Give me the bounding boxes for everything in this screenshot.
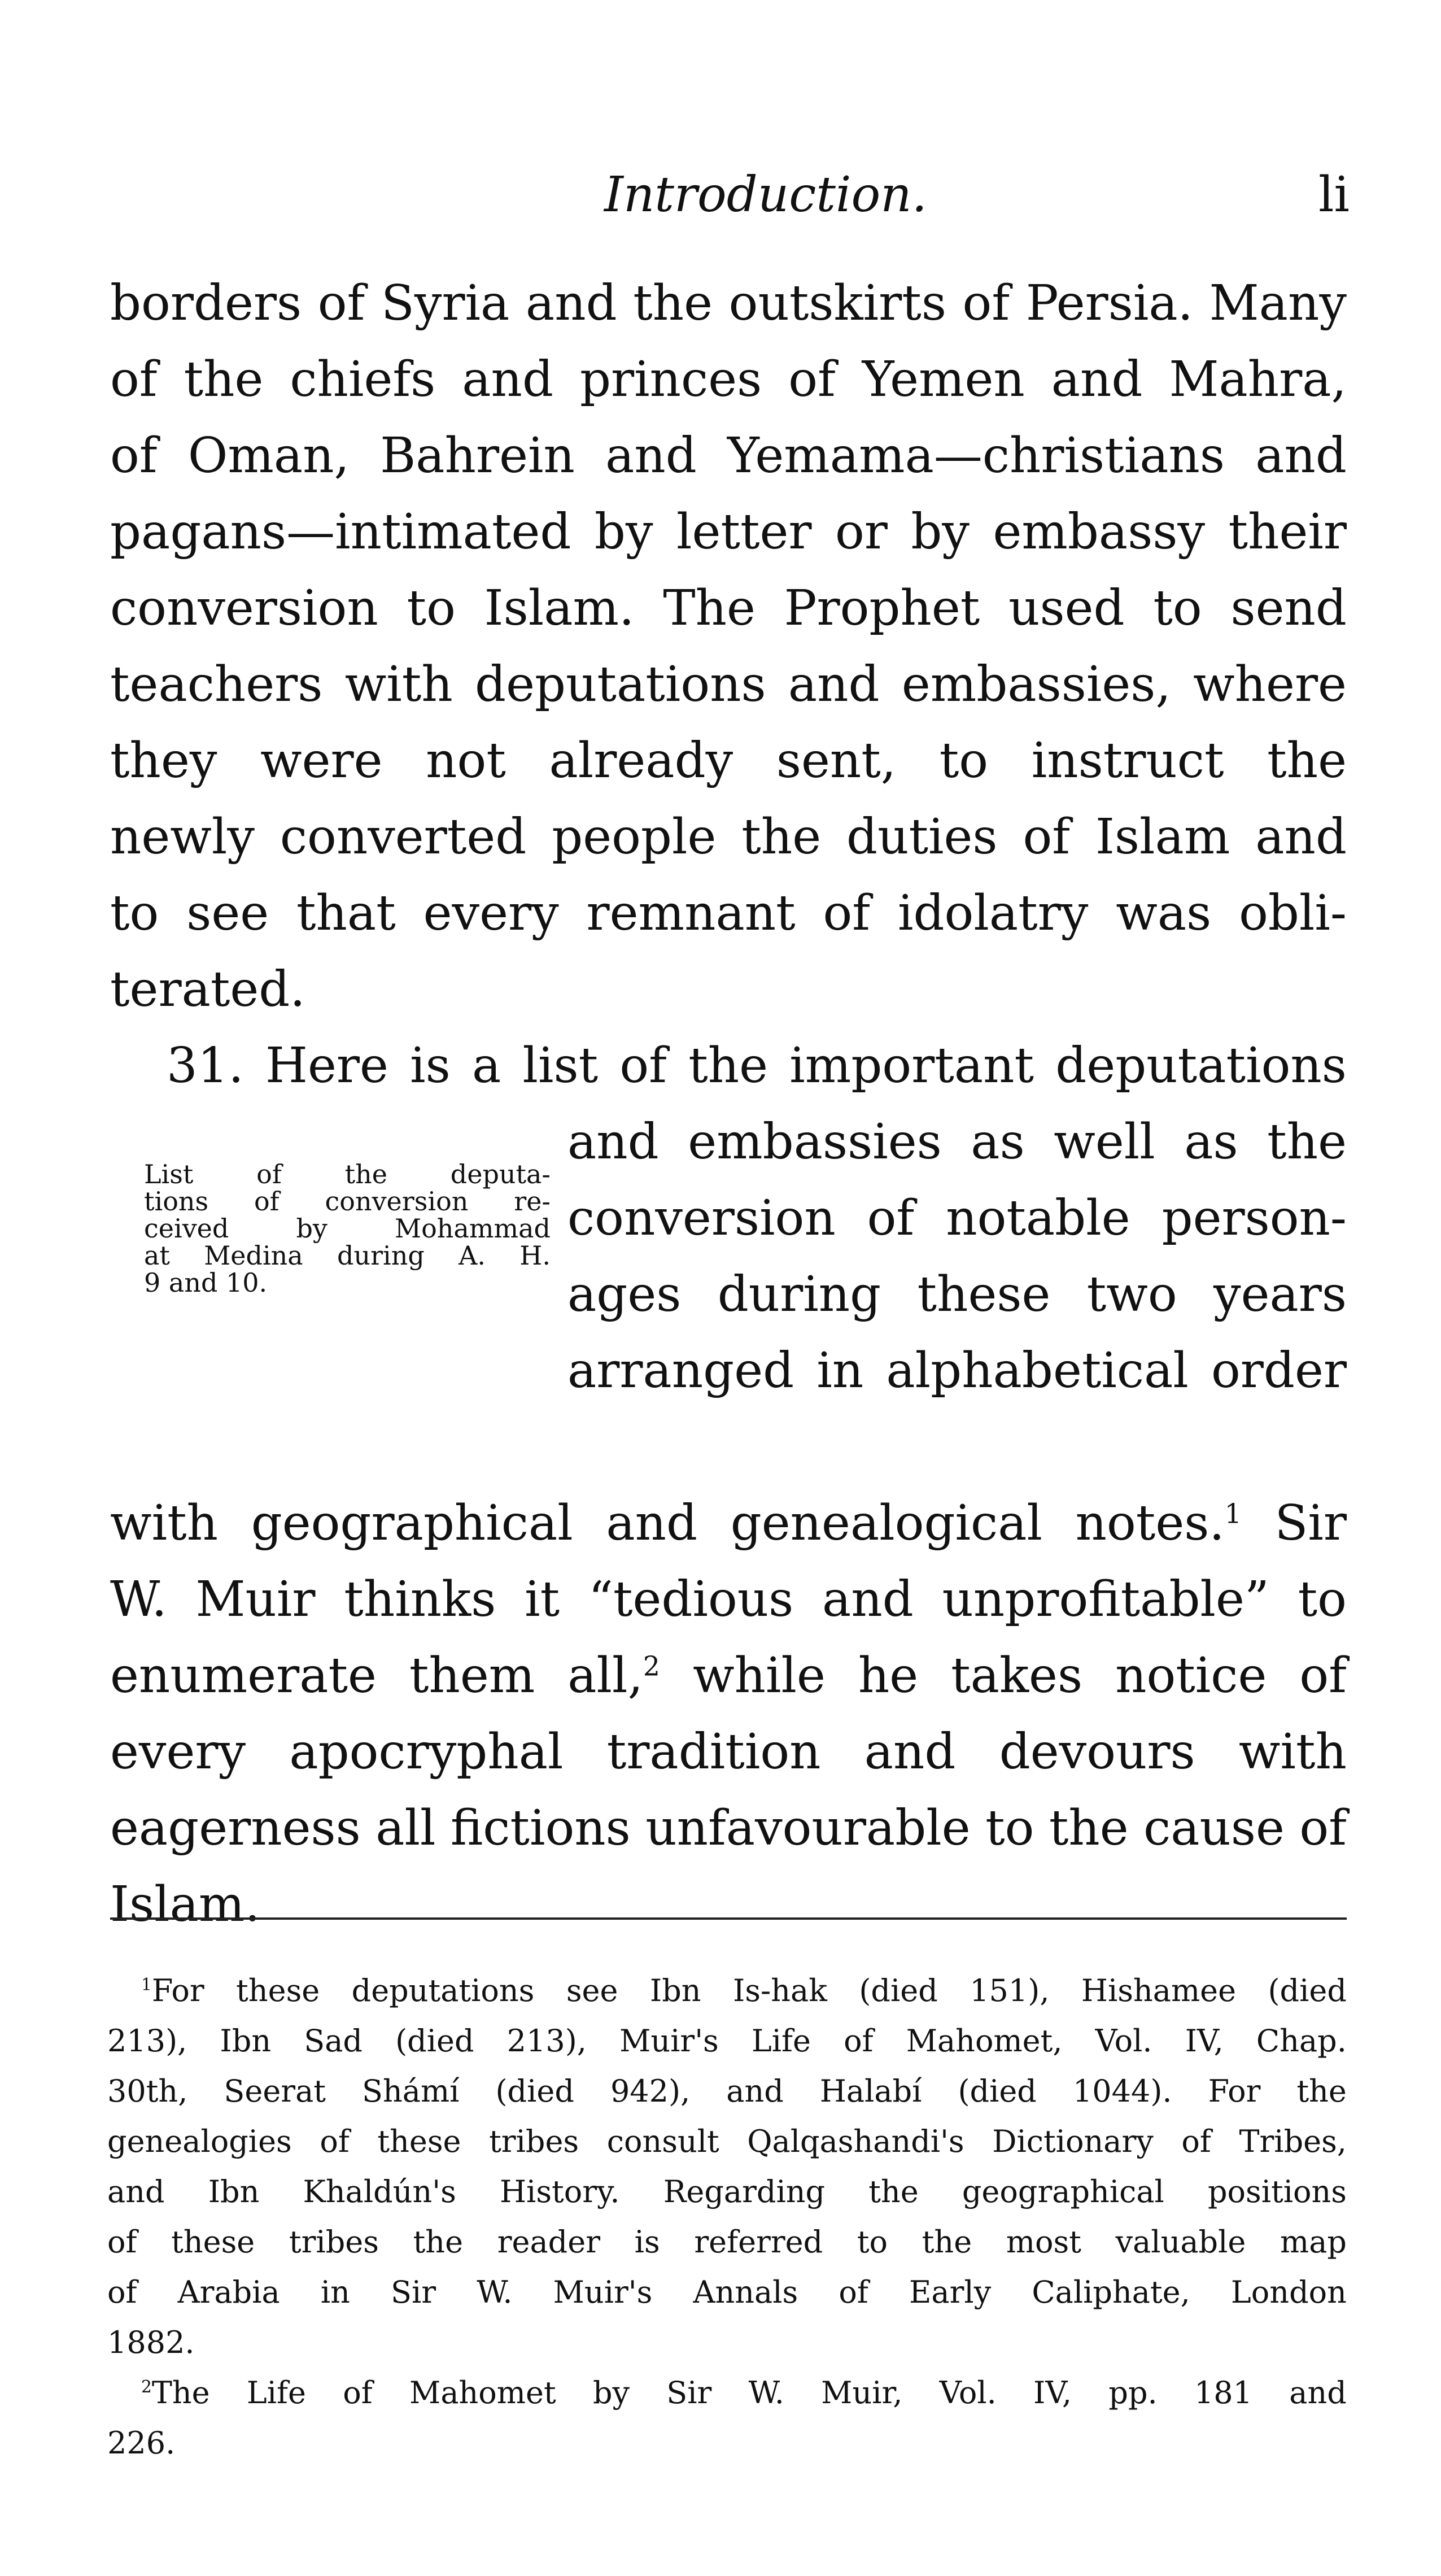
word: Vol. <box>1095 2023 1152 2059</box>
indented-line <box>567 1104 1347 1180</box>
word: list <box>522 1038 599 1094</box>
paragraph-2-first-line <box>110 1028 1347 1104</box>
word: and <box>822 1571 914 1628</box>
word: of <box>110 428 158 484</box>
word: 31. <box>167 1038 244 1094</box>
word: the <box>868 2174 919 2209</box>
word: see <box>186 885 269 942</box>
word: the <box>1267 1114 1347 1170</box>
word: Tribes, <box>1239 2124 1347 2159</box>
word: fictions <box>450 1800 631 1856</box>
word: and <box>1051 351 1143 408</box>
word: of <box>867 1190 915 1246</box>
word: them <box>409 1647 535 1704</box>
word: Islam <box>1095 809 1230 865</box>
word: conversion <box>110 580 378 637</box>
word: Life <box>246 2375 306 2411</box>
footnote-line <box>107 2217 1347 2267</box>
text-line-all <box>110 1638 1347 1714</box>
word: IV, <box>1033 2375 1072 2411</box>
text-line <box>110 570 1347 647</box>
footnote-2-first-line <box>107 2368 1347 2418</box>
text-line <box>110 1562 1347 1638</box>
word: deputations <box>1055 1038 1347 1094</box>
word: instruct <box>1031 733 1224 789</box>
paragraph-1 <box>110 265 1347 1028</box>
word: Mahomet, <box>906 2023 1063 2059</box>
word: Is-hak <box>732 1973 827 2008</box>
word: Muir's <box>619 2023 719 2059</box>
word: sent, <box>776 733 897 789</box>
footnote-line <box>107 2167 1347 2217</box>
word: geographical <box>251 1495 573 1551</box>
word: $^1$For <box>141 1973 204 2008</box>
word: is <box>634 2224 660 2260</box>
word: of <box>788 351 836 408</box>
word: of <box>619 1038 667 1094</box>
word: of <box>839 2274 868 2310</box>
word: not <box>426 733 506 789</box>
word: Vol. <box>939 2375 997 2411</box>
word: to <box>1298 1571 1347 1628</box>
word: of <box>254 1186 280 1217</box>
word: Annals <box>693 2274 798 2310</box>
word: to <box>110 885 159 942</box>
word: pp. <box>1108 2375 1158 2411</box>
word: genealogies <box>107 2124 292 2159</box>
word: deputations <box>475 656 766 713</box>
word: Muir, <box>821 2375 903 2411</box>
word-with-footnote-ref: all,$^2$ <box>567 1647 660 1704</box>
paragraph-1-last-line: terated. <box>110 961 305 1018</box>
word: while <box>692 1647 826 1704</box>
word: Yemama—christians <box>727 428 1225 484</box>
word: takes <box>951 1647 1083 1704</box>
word: with <box>344 656 453 713</box>
word: of <box>1023 809 1071 865</box>
word: a <box>471 1038 501 1094</box>
word: tribes <box>489 2124 579 2159</box>
word: by <box>911 504 970 560</box>
text-line <box>110 265 1347 342</box>
word: 30th, <box>107 2073 188 2109</box>
word: W. <box>748 2375 784 2411</box>
word: the <box>922 2224 972 2260</box>
footnote-2 <box>107 2368 1347 2468</box>
word: well <box>1054 1114 1155 1170</box>
indented-line <box>567 1257 1347 1333</box>
word: and <box>1255 428 1347 484</box>
word: geographical <box>962 2174 1164 2209</box>
word: embassy <box>993 504 1206 560</box>
word: Ibn <box>649 1973 701 2008</box>
word: converted <box>280 809 527 865</box>
word: the <box>184 351 264 408</box>
word: of <box>110 351 158 408</box>
word: Persia. <box>1025 275 1194 332</box>
word: in <box>320 2274 350 2310</box>
word: all <box>375 1800 436 1856</box>
word: used <box>1008 580 1125 637</box>
word: embassies, <box>901 656 1171 713</box>
word: teachers <box>110 656 323 713</box>
word: and <box>788 656 880 713</box>
word: the <box>1296 2073 1347 2109</box>
word: newly <box>110 809 255 865</box>
sidenote-line <box>144 1242 551 1269</box>
word: and <box>726 2073 784 2109</box>
word: of <box>1299 1647 1347 1704</box>
word: in <box>816 1343 864 1399</box>
word: Dictionary <box>992 2124 1154 2159</box>
word: Mahomet <box>409 2375 556 2411</box>
word: these <box>236 1973 320 2008</box>
word: to <box>407 580 456 637</box>
body-text <box>110 265 1347 1943</box>
word: Mahra, <box>1169 351 1347 408</box>
word: unfavourable <box>645 1800 971 1856</box>
word: Mohammad <box>395 1213 551 1244</box>
word: the <box>1267 733 1347 789</box>
word: Chap. <box>1256 2023 1347 2059</box>
word: (died <box>859 1973 938 2008</box>
word: they <box>110 733 217 789</box>
word: and <box>1255 809 1347 865</box>
word: W. <box>110 1571 167 1628</box>
word: with <box>110 1495 219 1551</box>
word: Arabia <box>177 2274 280 2310</box>
word: these <box>917 1266 1051 1323</box>
word: or <box>835 504 888 560</box>
margin-sidenote <box>144 1161 551 1296</box>
word: conversion <box>567 1190 836 1246</box>
word: eagerness <box>110 1800 361 1856</box>
word: every <box>423 885 559 942</box>
word: thinks <box>344 1571 496 1628</box>
word: W. <box>477 2274 513 2310</box>
word: Islam. <box>484 580 635 637</box>
word: that <box>296 885 396 942</box>
sidenote-block <box>110 1104 1347 1485</box>
word: Sir <box>391 2274 436 2310</box>
word: Many <box>1209 275 1347 332</box>
word: map <box>1280 2224 1347 2260</box>
word: positions <box>1207 2174 1347 2209</box>
word: Life <box>751 2023 811 2059</box>
word: to <box>939 733 989 789</box>
word: Early <box>909 2274 992 2310</box>
word: to <box>1153 580 1202 637</box>
word: with <box>1238 1724 1347 1780</box>
word: 181 <box>1194 2375 1253 2411</box>
word: $^2$The <box>141 2375 210 2411</box>
word: pagans—intimated <box>110 504 571 560</box>
word: arranged <box>567 1343 794 1399</box>
footnote-line <box>107 2116 1347 2167</box>
word: and <box>462 351 553 408</box>
word: Prophet <box>784 580 980 637</box>
word: deputa- <box>450 1159 551 1189</box>
word: valuable <box>1115 2224 1246 2260</box>
word: letter <box>676 504 812 560</box>
word: 213), <box>506 2023 587 2059</box>
word: 942), <box>610 2073 691 2109</box>
word: Ibn <box>208 2174 260 2209</box>
word: he <box>858 1647 919 1704</box>
word: 1044). <box>1072 2073 1172 2109</box>
indented-line <box>567 1180 1347 1257</box>
word: consult <box>606 2124 719 2159</box>
word: and <box>864 1724 956 1780</box>
sidenote-line <box>144 1215 551 1242</box>
word: and <box>107 2174 165 2209</box>
word: is <box>410 1038 451 1094</box>
sidenote-line <box>144 1161 551 1188</box>
footnote-line <box>107 2267 1347 2317</box>
page-number: li <box>1318 167 1350 223</box>
word: For <box>1208 2073 1261 2109</box>
word: was <box>1116 885 1212 942</box>
footnote-1-first-line <box>107 1965 1347 2016</box>
word: borders <box>110 275 302 332</box>
footnote-1-last-line: 1882. <box>107 2325 195 2360</box>
word: of <box>343 2375 373 2411</box>
word: most <box>1006 2224 1081 2260</box>
word: Seerat <box>224 2073 326 2109</box>
word: the <box>344 1159 387 1189</box>
word: these <box>377 2124 461 2159</box>
footnote-1 <box>107 1965 1347 2368</box>
word: and <box>605 428 697 484</box>
word: during <box>717 1266 881 1323</box>
word: Bahrein <box>380 428 575 484</box>
word: duties <box>846 809 998 865</box>
word: it <box>525 1571 560 1628</box>
word: idolatry <box>897 885 1089 942</box>
word: Sad <box>304 2023 363 2059</box>
word: genealogical <box>730 1495 1042 1551</box>
word: Shámí <box>362 2073 460 2109</box>
word: princes <box>579 351 762 408</box>
footnote-2-last-line: 226. <box>107 2425 176 2461</box>
word: of <box>844 2023 874 2059</box>
word: notice <box>1115 1647 1267 1704</box>
word: important <box>789 1038 1034 1094</box>
word: person- <box>1161 1190 1347 1246</box>
footnote-ref-2[interactable]: 2 <box>643 1651 660 1683</box>
word: of <box>320 2124 350 2159</box>
word: embassies <box>688 1114 942 1170</box>
footnote-ref-1[interactable]: 1 <box>1224 1498 1242 1530</box>
paragraph-2 <box>110 1028 1347 1943</box>
word: where <box>1193 656 1347 713</box>
word: deputations <box>351 1973 535 2008</box>
word: A. <box>459 1240 486 1271</box>
word: notable <box>946 1190 1130 1246</box>
word: and <box>1289 2375 1347 2411</box>
word: Hishamee <box>1081 1973 1237 2008</box>
word: people <box>552 809 717 865</box>
word: 151), <box>970 1973 1050 2008</box>
word: ages <box>567 1266 682 1323</box>
word: every <box>110 1724 246 1780</box>
text-line <box>110 418 1347 494</box>
word: and <box>606 1495 698 1551</box>
word: of <box>256 1159 282 1189</box>
word: “tedious <box>588 1571 794 1628</box>
word: already <box>549 733 733 789</box>
word: Here <box>265 1038 388 1094</box>
word: Qalqashandi's <box>747 2124 964 2159</box>
word: years <box>1213 1266 1347 1323</box>
word: outskirts <box>728 275 946 332</box>
word: these <box>171 2224 255 2260</box>
word: Halabí <box>819 2073 922 2109</box>
word: were <box>260 733 383 789</box>
running-head <box>107 164 1350 226</box>
word: remnant <box>586 885 796 942</box>
word: History. <box>499 2174 620 2209</box>
text-line <box>110 723 1347 799</box>
word-with-footnote-ref: notes.$^1$ <box>1075 1495 1242 1551</box>
word: Khaldún's <box>303 2174 456 2209</box>
word: 213), <box>107 2023 187 2059</box>
word: by <box>592 2375 630 2411</box>
text-line <box>110 1714 1347 1790</box>
word: (died <box>395 2023 474 2059</box>
word: tradition <box>606 1724 821 1780</box>
word: (died <box>495 2073 574 2109</box>
word: London <box>1230 2274 1347 2310</box>
word: Regarding <box>663 2174 826 2209</box>
word: as <box>971 1114 1025 1170</box>
word: order <box>1211 1343 1347 1399</box>
sidenote-line <box>144 1188 551 1215</box>
footnote-line <box>107 2016 1347 2066</box>
word: of <box>317 275 365 332</box>
word: IV, <box>1185 2023 1224 2059</box>
running-head-title: Introduction. <box>604 167 927 223</box>
paragraph-2-last-line: Islam. <box>110 1876 260 1933</box>
word: tribes <box>289 2224 379 2260</box>
text-line <box>110 342 1347 418</box>
word: enumerate <box>110 1647 377 1704</box>
word: cause <box>1143 1800 1285 1856</box>
text-line <box>110 1790 1347 1867</box>
sidenote-last-line: 9 and 10. <box>144 1267 268 1298</box>
word: obli- <box>1239 885 1347 942</box>
word: unprofitable” <box>942 1571 1269 1628</box>
word: and <box>525 275 617 332</box>
text-line <box>110 494 1347 570</box>
word: re- <box>514 1186 551 1217</box>
word: as <box>1184 1114 1238 1170</box>
word: The <box>663 580 756 637</box>
footnotes <box>107 1965 1347 2468</box>
footnote-rule <box>110 1917 1347 1920</box>
word: by <box>296 1213 328 1244</box>
word: see <box>566 1973 618 2008</box>
word: apocryphal <box>289 1724 564 1780</box>
text-line-notes <box>110 1485 1347 1562</box>
word: Medina <box>204 1240 303 1271</box>
word: List <box>144 1159 194 1189</box>
word: (died <box>1268 1973 1347 2008</box>
word: of <box>1181 2124 1211 2159</box>
word: the <box>413 2224 464 2260</box>
word: two <box>1086 1266 1177 1323</box>
word: reader <box>497 2224 601 2260</box>
word: referred <box>694 2224 823 2260</box>
word: Syria <box>381 275 510 332</box>
indented-line <box>567 1333 1347 1409</box>
word: of <box>107 2224 137 2260</box>
word: Ibn <box>220 2023 272 2059</box>
footnote-marker-1: 1 <box>141 1975 152 1995</box>
word: by <box>594 504 653 560</box>
word: their <box>1228 504 1347 560</box>
word: to <box>857 2224 888 2260</box>
word: Oman, <box>187 428 350 484</box>
word: the <box>741 809 822 865</box>
word: (died <box>958 2073 1037 2109</box>
word: send <box>1230 580 1347 637</box>
word: the <box>1049 1800 1129 1856</box>
word: devours <box>999 1724 1195 1780</box>
word: Caliphate, <box>1032 2274 1190 2310</box>
text-line <box>110 875 1347 952</box>
word: Yemen <box>862 351 1025 408</box>
text-line <box>110 647 1347 723</box>
word: of <box>107 2274 137 2310</box>
word: Sir <box>666 2375 712 2411</box>
indented-lines <box>567 1104 1347 1409</box>
text-line <box>110 799 1347 875</box>
footnote-marker-2: 2 <box>141 2377 152 2397</box>
word: tions <box>144 1186 209 1217</box>
word: of <box>1299 1800 1347 1856</box>
word: the <box>688 1038 768 1094</box>
word: during <box>337 1240 425 1271</box>
word: ceived <box>144 1213 229 1244</box>
word: of <box>823 885 871 942</box>
word: H. <box>519 1240 551 1271</box>
word: chiefs <box>290 351 436 408</box>
word: conversion <box>325 1186 469 1217</box>
word: at <box>144 1240 170 1271</box>
word: alphabetical <box>886 1343 1189 1399</box>
word: to <box>985 1800 1034 1856</box>
word: Muir's <box>553 2274 653 2310</box>
word: the <box>633 275 713 332</box>
footnote-line <box>107 2066 1347 2116</box>
word: and <box>567 1114 659 1170</box>
word: Muir <box>195 1571 316 1628</box>
word: Sir <box>1274 1495 1347 1551</box>
word: of <box>962 275 1010 332</box>
